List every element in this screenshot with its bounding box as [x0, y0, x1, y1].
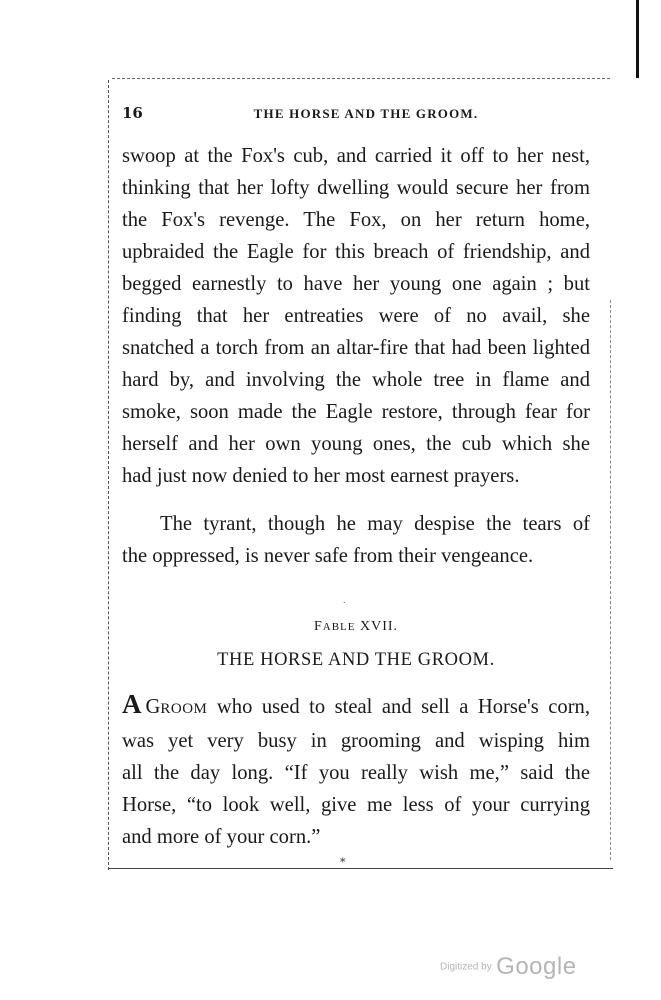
frame-bottom-rule	[108, 868, 613, 869]
body-line: hard by, and involving the whole tree in flame and	[122, 369, 590, 391]
fable-line: and more of your corn.”	[122, 826, 321, 848]
fable-line: was yet very busy in grooming and wisping him	[122, 730, 590, 752]
first-line-rest: who used to steal and sell a Horse's corn,	[216, 696, 591, 718]
body-line: the Fox's revenge. The Fox, on her return home,	[122, 209, 590, 231]
fable-title: THE HORSE AND THE GROOM.	[217, 650, 495, 670]
printer-mark: ⁎	[340, 852, 346, 865]
fable-line: all the day long. “If you really wish me,” said the	[122, 762, 590, 784]
body-line: herself and her own young ones, the cub which she	[122, 433, 590, 455]
watermark-prefix: Digitized by	[440, 961, 492, 973]
running-head	[122, 104, 590, 124]
fable-xvi-continuation	[122, 140, 590, 492]
printer-speck: ˙	[342, 602, 347, 612]
body-line: smoke, soon made the Eagle restore, through fear for	[122, 401, 590, 423]
running-title: THE HORSE AND THE GROOM.	[253, 106, 479, 121]
body-line: had just now denied to her most earnest prayers.	[122, 465, 520, 487]
body-line: finding that her entreaties were of no avail, she	[122, 305, 590, 327]
frame-top-rule	[112, 78, 610, 79]
moral-line: The tyrant, though he may despise the tears of	[160, 513, 590, 535]
body-line: snatched a torch from an altar-fire that had been lighted	[122, 337, 590, 359]
fable-xvii-text	[122, 688, 590, 853]
frame-left-rule	[108, 80, 109, 870]
first-word-rest: ROOM	[160, 701, 208, 717]
drop-cap: A	[122, 689, 142, 719]
fable-first-line	[122, 688, 590, 725]
first-word-cap: G	[145, 696, 161, 718]
body-line: begged earnestly to have her young one again ; but	[122, 273, 590, 295]
fable-number-heading	[122, 619, 590, 635]
moral-line: the oppressed, is never safe from their vengeance.	[122, 545, 534, 567]
body-line: thinking that her lofty dwelling would secure her from	[122, 177, 590, 199]
fable-label-cap: F	[313, 619, 323, 634]
fable-line: Horse, “to look well, give me less of your currying	[122, 794, 590, 816]
watermark-brand: Google	[496, 953, 577, 980]
frame-right-rule	[610, 300, 611, 860]
fable-moral	[122, 508, 590, 572]
page-number: 16	[122, 104, 143, 122]
digitized-watermark	[440, 953, 577, 981]
fable-label-rest: ABLE	[322, 621, 356, 633]
body-line: swoop at the Fox's cub, and carried it off to her nest,	[122, 145, 590, 167]
body-line: upbraided the Eagle for this breach of friendship, and	[122, 241, 590, 263]
page-edge-mark	[636, 0, 639, 78]
fable-roman-numeral: XVII.	[359, 619, 399, 634]
